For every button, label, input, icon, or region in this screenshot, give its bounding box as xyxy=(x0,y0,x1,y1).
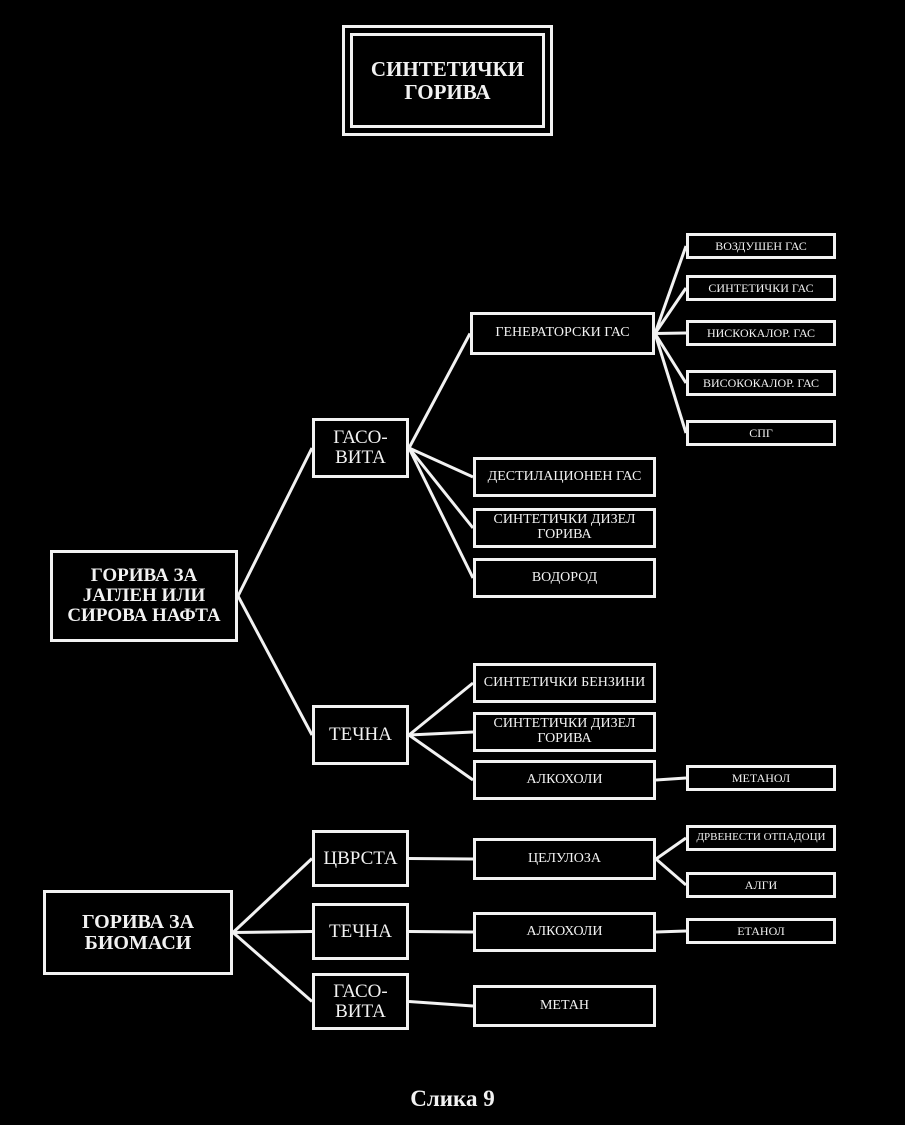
node-cellulose: ЦЕЛУЛОЗА xyxy=(473,838,656,880)
connector-cellulose-wood_waste xyxy=(656,838,686,859)
connector-coal_liquid-synth_diesel_liq xyxy=(409,732,473,735)
connector-coal_oil-coal_liquid xyxy=(238,596,312,735)
connector-coal_gaseous-hydrogen xyxy=(409,448,473,578)
connector-coal_gaseous-generator_gas xyxy=(409,334,470,449)
node-generator-gas: ГЕНЕРАТОРСКИ ГАС xyxy=(470,312,655,355)
connector-bio_liquid-alcohols_bio xyxy=(409,932,473,933)
node-synth-diesel-liq: СИНТЕТИЧКИ ДИЗЕЛ ГОРИВА xyxy=(473,712,656,752)
title-box: СИНТЕТИЧКИ ГОРИВА xyxy=(350,33,545,128)
connector-generator_gas-high_cal_gas xyxy=(655,334,686,384)
connector-biomass-bio_liquid xyxy=(233,932,312,933)
node-bio-liquid: ТЕЧНА xyxy=(312,903,409,960)
node-bio-solid: ЦВРСТА xyxy=(312,830,409,887)
connector-coal_liquid-synth_gasoline xyxy=(409,683,473,735)
node-coal-gaseous: ГАСО-ВИТА xyxy=(312,418,409,478)
connector-bio_solid-cellulose xyxy=(409,859,473,860)
connector-biomass-bio_gaseous xyxy=(233,933,312,1002)
node-distillation-gas: ДЕСТИЛАЦИОНЕН ГАС xyxy=(473,457,656,497)
node-hydrogen: ВОДОРОД xyxy=(473,558,656,598)
connector-coal_liquid-alcohols_coal xyxy=(409,735,473,780)
node-synth-gasoline: СИНТЕТИЧКИ БЕНЗИНИ xyxy=(473,663,656,703)
node-alcohols-coal: АЛКОХОЛИ xyxy=(473,760,656,800)
connector-generator_gas-air_gas xyxy=(655,246,686,334)
node-wood-waste: ДРВЕНЕСТИ ОТПАДОЦИ xyxy=(686,825,836,851)
node-air-gas: ВОЗДУШЕН ГАС xyxy=(686,233,836,259)
node-sng: СПГ xyxy=(686,420,836,446)
connector-generator_gas-synthetic_gas xyxy=(655,288,686,334)
node-bio-gaseous: ГАСО-ВИТА xyxy=(312,973,409,1030)
node-coal-oil: ГОРИВА ЗА ЈАГЛЕН ИЛИ СИРОВА НАФТА xyxy=(50,550,238,642)
connector-biomass-bio_solid xyxy=(233,859,312,933)
connector-cellulose-algae xyxy=(656,859,686,885)
connector-alcohols_coal-methanol xyxy=(656,778,686,780)
connector-alcohols_bio-ethanol xyxy=(656,931,686,932)
node-coal-liquid: ТЕЧНА xyxy=(312,705,409,765)
node-biomass: ГОРИВА ЗА БИОМАСИ xyxy=(43,890,233,975)
node-methane: МЕТАН xyxy=(473,985,656,1027)
figure-caption: Слика 9 xyxy=(410,1086,495,1111)
connector-generator_gas-sng xyxy=(655,334,686,434)
node-alcohols-bio: АЛКОХОЛИ xyxy=(473,912,656,952)
node-low-cal-gas: НИСКОКАЛОР. ГАС xyxy=(686,320,836,346)
connector-coal_gaseous-distillation_gas xyxy=(409,448,473,477)
connector-generator_gas-low_cal_gas xyxy=(655,333,686,334)
connector-bio_gaseous-methane xyxy=(409,1002,473,1007)
connector-coal_oil-coal_gaseous xyxy=(238,448,312,596)
node-synthetic-gas: СИНТЕТИЧКИ ГАС xyxy=(686,275,836,301)
node-methanol: МЕТАНОЛ xyxy=(686,765,836,791)
node-ethanol: ЕТАНОЛ xyxy=(686,918,836,944)
node-high-cal-gas: ВИСОКОКАЛОР. ГАС xyxy=(686,370,836,396)
node-algae: АЛГИ xyxy=(686,872,836,898)
node-synth-diesel-gas: СИНТЕТИЧКИ ДИЗЕЛ ГОРИВА xyxy=(473,508,656,548)
